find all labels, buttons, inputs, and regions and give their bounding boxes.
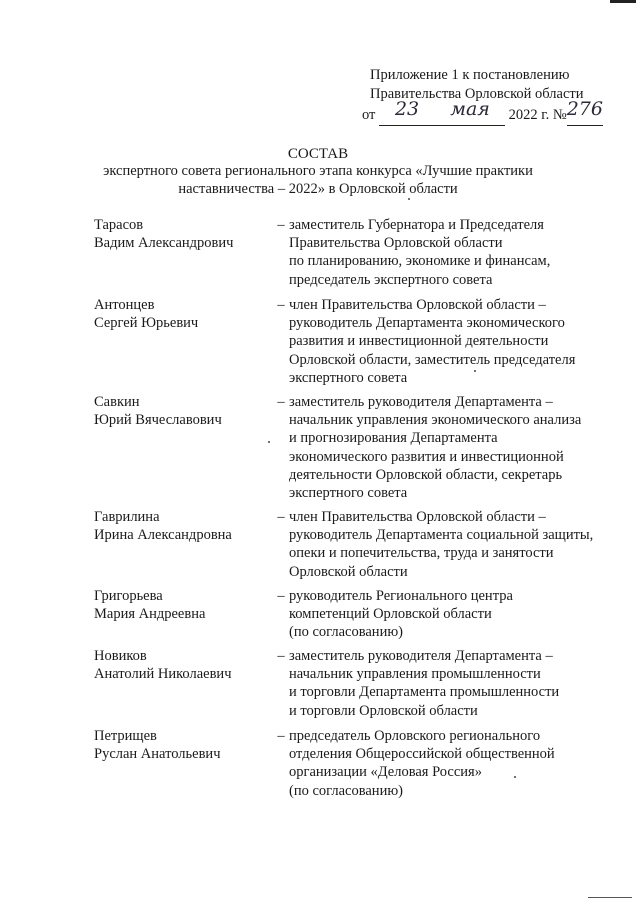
date-year: 2022 г. № <box>508 107 567 123</box>
member-role <box>289 216 629 289</box>
member-name <box>94 296 274 332</box>
member-role-line: член Правительства Орловской области – <box>289 297 546 313</box>
member-dash: – <box>277 588 285 604</box>
member-name <box>94 587 274 623</box>
member-name-line: Ирина Александровна <box>94 527 232 544</box>
corner-mark <box>610 0 636 3</box>
handwritten-doc-number: 276 <box>567 104 603 126</box>
member-role-line: Орловской области, заместитель председателя <box>289 351 576 368</box>
member-role-line: руководитель Регионального центра <box>289 588 513 604</box>
appendix-date-line <box>362 98 632 126</box>
member-name-line: Руслан Анатольевич <box>94 746 221 763</box>
member-role-line: деятельности Орловской области, секретарь <box>289 466 563 483</box>
member-name-line: Савкин <box>94 394 140 410</box>
member-name-line: Анатолий Николаевич <box>94 666 232 683</box>
member-name <box>94 216 274 252</box>
handwritten-day: 23 <box>379 104 435 126</box>
scan-speck <box>268 441 270 443</box>
member-name-line: Тарасов <box>94 217 144 233</box>
member-dash: – <box>277 728 285 744</box>
member-dash: – <box>277 297 285 313</box>
member-role-line: руководитель Департамента социальной защиты, <box>289 527 594 544</box>
member-name-line: Григорьева <box>94 588 163 604</box>
member-role-line: Орловской области <box>289 563 408 580</box>
member-role-line: Правительства Орловской области <box>289 235 503 252</box>
member-name-line: Юрий Вячеславович <box>94 412 222 429</box>
member-role-line: по планированию, экономике и финансам, <box>289 253 551 270</box>
appendix-header <box>362 66 632 126</box>
title-heading: СОСТАВ <box>287 146 349 162</box>
member-dash: – <box>277 648 285 664</box>
member-role-line: председатель экспертного совета <box>289 271 493 288</box>
member-role-line: начальник управления экономического анализа <box>289 412 582 429</box>
member-dash: – <box>277 394 285 410</box>
member-dash: – <box>277 509 285 525</box>
member-role-line: (по согласованию) <box>289 624 403 641</box>
member-name-line: Антонцев <box>94 297 155 313</box>
member-role-line: компетенций Орловской области <box>289 606 492 623</box>
member-role-line: заместитель руководителя Департамента – <box>289 648 553 664</box>
member-role-line: (по согласованию) <box>289 782 403 799</box>
member-role <box>289 647 629 720</box>
member-role-line: заместитель руководителя Департамента – <box>289 394 553 410</box>
member-name-line: Вадим Александрович <box>94 235 234 252</box>
member-role-line: член Правительства Орловской области – <box>289 509 546 525</box>
member-name <box>94 727 274 763</box>
member-role <box>289 296 629 387</box>
member-name-line: Мария Андреевна <box>94 606 206 623</box>
scan-speck <box>474 370 476 372</box>
member-name <box>94 647 274 683</box>
member-role-line: экономического развития и инвестиционной <box>289 448 564 465</box>
member-role <box>289 727 629 800</box>
title-subtitle <box>0 162 636 198</box>
member-role-line: экспертного совета <box>289 369 408 386</box>
member-name-line: Петрищев <box>94 728 157 744</box>
member-role-line: руководитель Департамента экономического <box>289 315 565 332</box>
member-role-line: опеки и попечительства, труда и занятости <box>289 545 554 562</box>
member-name-line: Гаврилина <box>94 509 160 525</box>
subtitle-line: наставничества – 2022» в Орловской области <box>178 181 458 197</box>
scan-edge-line <box>588 897 632 898</box>
member-role-line: и торговли Орловской области <box>289 702 478 719</box>
member-role-line: отделения Общероссийской общественной <box>289 746 555 763</box>
date-prefix: от <box>362 107 376 123</box>
member-role-line: начальник управления промышленности <box>289 666 541 683</box>
member-name-line: Новиков <box>94 648 147 664</box>
member-role <box>289 508 629 581</box>
member-name <box>94 508 274 544</box>
member-role-line: председатель Орловского регионального <box>289 728 541 744</box>
member-role <box>289 393 629 502</box>
member-role-line: организации «Деловая Россия» <box>289 764 482 781</box>
member-role-line: заместитель Губернатора и Председателя <box>289 217 544 233</box>
member-role-line: и торговли Департамента промышленности <box>289 684 560 701</box>
appendix-line-1: Приложение 1 к постановлению <box>370 67 570 83</box>
member-role-line: развития и инвестиционной деятельности <box>289 333 549 350</box>
scan-speck <box>408 198 410 200</box>
appendix-line-2: Правительства Орловской области <box>370 86 584 102</box>
member-dash: – <box>277 217 285 233</box>
subtitle-line: экспертного совета регионального этапа конкурса «Лучшие практики <box>103 163 533 179</box>
member-role-line: и прогнозирования Департамента <box>289 430 498 447</box>
scan-speck <box>514 776 516 778</box>
member-name-line: Сергей Юрьевич <box>94 315 199 332</box>
member-name <box>94 393 274 429</box>
member-role-line: экспертного совета <box>289 485 408 502</box>
handwritten-month: мая <box>435 104 505 126</box>
member-role <box>289 587 629 642</box>
